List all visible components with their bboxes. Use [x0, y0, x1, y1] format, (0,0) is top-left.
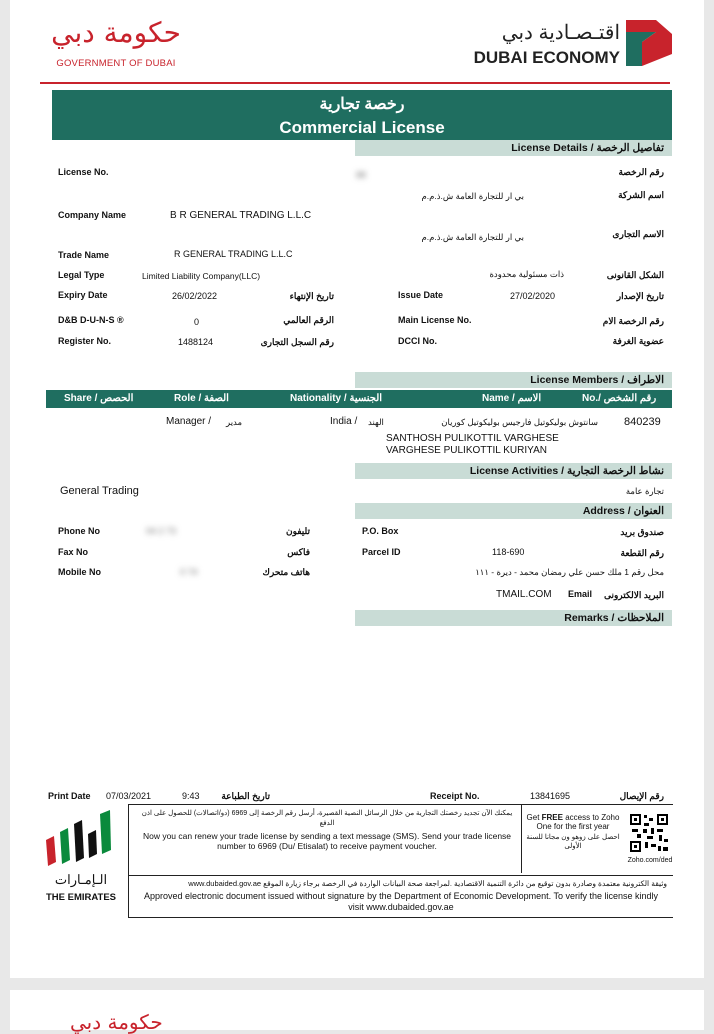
member-role-ar: مدير: [226, 417, 243, 427]
parcel-arabic-label: رقم القطعة: [620, 548, 664, 558]
member-nationality-ar: الهند: [368, 417, 384, 427]
website-link[interactable]: www.dubaided.gov.ae: [188, 879, 262, 888]
register-no-value: 1488124: [178, 337, 214, 347]
dubai-economy-emblem-icon: [626, 20, 672, 66]
member-name-en-2: VARGHESE PULIKOTTIL KURIYAN: [386, 445, 547, 456]
dubai-economy-logo: [460, 18, 672, 70]
legal-type-arabic-label: الشكل القانونى: [606, 270, 664, 280]
zoho-qr-code[interactable]: [627, 813, 673, 864]
trade-name-arabic-value: بي ار للتجارة العامة ش.ذ.م.م: [421, 232, 524, 242]
phone-arabic-label: تليفون: [285, 526, 310, 536]
zoho-text-arabic: احصل على زوهو ون مجانا للسنة الأولى: [526, 834, 620, 850]
activity-ar: تجارة عامة: [625, 486, 664, 496]
legal-type-value: Limited Liability Company(LLC): [142, 271, 261, 281]
approval-arabic-text: وثيقة الكترونية معتمدة وصادرة بدون توقيع من دائرة التنمية الاقتصادية .لمراجعة صحة البيانات الواردة في الرخصة برجاء زيارة الموقع: [263, 879, 667, 888]
sms-text-english: Now you can renew your trade license by sending a text message (SMS). Send your trade license number to 6969 (Du/ Etisalat) to receive payment voucher.: [142, 831, 512, 851]
expiry-date-value: 26/02/2022: [172, 291, 218, 301]
zoho-free: FREE: [541, 813, 563, 822]
col-person-no: No./ رقم الشخص: [582, 393, 657, 404]
footer-box: [128, 804, 673, 918]
dubai-economy-english: DUBAI ECONOMY: [473, 48, 620, 67]
register-no-label: Register No.: [58, 336, 112, 346]
member-row: [46, 410, 672, 460]
sms-text-arabic: يمكنك الآن تجديد رخصتك التجارية من خلال الرسائل النصية القصيرة، أرسل رقم الرخصة إلى 6969 (دو/اتصالات) للحصول على اذن الدفع: [141, 810, 513, 827]
section-license-details-label: License Details / تفاصيل الرخصة: [511, 142, 664, 154]
section-license-members: [355, 372, 672, 388]
approval-arabic: [135, 879, 667, 889]
expiry-date-label: Expiry Date: [58, 290, 108, 300]
title-arabic: رخصة تجارية: [319, 96, 405, 113]
title-banner: [52, 90, 672, 140]
section-remarks-label: Remarks / الملاحظات: [564, 612, 664, 624]
parcel-label: Parcel ID: [362, 547, 401, 557]
register-no-arabic-label: رقم السجل التجارى: [260, 337, 334, 347]
fax-label: Fax No: [58, 547, 89, 557]
section-remarks: [355, 610, 672, 626]
receipt-arabic-label: رقم الإيصال: [619, 791, 664, 801]
next-page-peek: [10, 990, 704, 1034]
col-role: Role / الصفة: [174, 393, 229, 404]
mobile-label: Mobile No: [58, 567, 101, 577]
gov-dubai-arabic: حكومة دبي: [51, 16, 181, 49]
dcci-no-label: DCCI No.: [398, 336, 437, 346]
email-label: Email: [568, 589, 593, 599]
member-name-ar: سانتوش بوليكوتيل فارجيس بوليكوتيل كوريان: [441, 417, 598, 427]
duns-arabic-label: الرقم العالمي: [283, 315, 334, 325]
section-license-members-label: License Members / الاطراف: [530, 374, 664, 386]
issue-date-value: 27/02/2020: [510, 291, 556, 301]
expiry-date-arabic-label: تاريخ الإنتهاء: [289, 291, 334, 301]
license-no-value: 88: [356, 170, 367, 180]
the-emirates-logo: [40, 810, 122, 906]
emirates-english: THE EMIRATES: [45, 892, 117, 903]
emirates-flag-stripes-icon: [44, 810, 118, 866]
company-name-label: Company Name: [58, 210, 127, 220]
col-nationality: Nationality / الجنسية: [290, 393, 383, 404]
col-name: Name / الاسم: [482, 393, 542, 404]
mobile-arabic-label: هاتف متحرك: [262, 567, 310, 577]
zoho-text-english: [525, 813, 621, 831]
gov-dubai-logo: [46, 16, 186, 70]
company-name-arabic-label: اسم الشركة: [618, 190, 664, 200]
mobile-value: 0 74: [180, 567, 198, 577]
col-share: Share / الحصص: [64, 393, 134, 404]
company-name-value: B R GENERAL TRADING L.L.C: [170, 210, 312, 221]
dcci-no-arabic-label: عضوية الغرفة: [612, 336, 664, 346]
member-name-en-1: SANTHOSH PULIKOTTIL VARGHESE: [386, 433, 559, 444]
license-page: [10, 0, 704, 978]
print-date-label: Print Date: [48, 791, 91, 801]
main-license-label: Main License No.: [398, 315, 472, 325]
print-date-value: 07/03/2021: [106, 791, 152, 801]
activity-en: General Trading: [60, 485, 139, 497]
legal-type-arabic-value: ذات مسئولية محدودة: [489, 269, 564, 279]
license-no-arabic-label: رقم الرخصة: [618, 167, 664, 177]
approval-english: Approved electronic document issued without signature by the Department of Economic Development. To verify the license kindly visit www.dubaided.gov.ae: [143, 891, 659, 912]
sms-box: [129, 805, 522, 873]
section-address: [355, 503, 672, 519]
issue-date-label: Issue Date: [398, 290, 444, 300]
receipt-label: Receipt No.: [430, 791, 480, 801]
zoho-text-1: Get: [526, 813, 542, 822]
license-no-label: License No.: [58, 167, 109, 177]
trade-name-arabic-label: الاسم التجارى: [612, 229, 664, 239]
section-license-activities: [355, 463, 672, 479]
legal-type-label: Legal Type: [58, 270, 105, 280]
print-time-value: 9:43: [182, 791, 200, 801]
trade-name-value: R GENERAL TRADING L.L.C: [174, 249, 293, 259]
zoho-promo: [525, 813, 621, 871]
fax-arabic-label: فاكس: [287, 547, 310, 557]
issue-date-arabic-label: تاريخ الإصدار: [616, 291, 664, 301]
member-person-no: 840239: [624, 416, 661, 428]
pobox-arabic-label: صندوق بريد: [620, 527, 664, 537]
qr-code-icon: [629, 813, 669, 853]
print-date-arabic-label: تاريخ الطباعة: [221, 791, 270, 801]
next-page-gov-logo: حكومة دبي: [70, 1010, 163, 1034]
company-name-arabic-value: بي ار للتجارة العامة ش.ذ.م.م: [421, 191, 524, 201]
emirates-arabic: الـإمـارات: [54, 872, 108, 887]
email-arabic-label: البريد الالكترونى: [603, 590, 664, 600]
phone-label: Phone No: [58, 526, 100, 536]
title-english: Commercial License: [279, 118, 445, 137]
zoho-url[interactable]: Zoho.com/ded: [627, 857, 673, 864]
header-rule: [40, 82, 670, 84]
zoho-text-2: access to Zoho One for the first year: [536, 813, 620, 831]
members-table-header: [46, 390, 672, 408]
member-role-en: Manager /: [166, 416, 212, 427]
section-license-details: [355, 140, 672, 156]
section-address-label: Address / العنوان: [582, 505, 664, 517]
dubai-economy-arabic: اقتـصـادية دبي: [501, 22, 620, 44]
phone-value: 04 2 73: [146, 526, 177, 536]
main-license-arabic-label: رقم الرخصة الام: [602, 316, 664, 326]
gov-dubai-english: GOVERNMENT OF DUBAI: [56, 58, 176, 69]
address-arabic-value: محل رقم 1 ملك حسن علي رمضان محمد - ديرة - ١١١: [475, 567, 664, 577]
section-license-activities-label: License Activities / نشاط الرخصة التجارية: [469, 465, 664, 477]
footer-divider: [129, 875, 673, 876]
member-nationality-en: India /: [330, 416, 358, 427]
pobox-label: P.O. Box: [362, 526, 399, 536]
parcel-value: 118-690: [492, 547, 525, 557]
email-value: TMAIL.COM: [496, 589, 552, 600]
duns-value: 0: [194, 317, 200, 327]
duns-label: D&B D-U-N-S ®: [58, 315, 124, 325]
trade-name-label: Trade Name: [58, 250, 110, 260]
receipt-value: 13841695: [530, 791, 571, 801]
